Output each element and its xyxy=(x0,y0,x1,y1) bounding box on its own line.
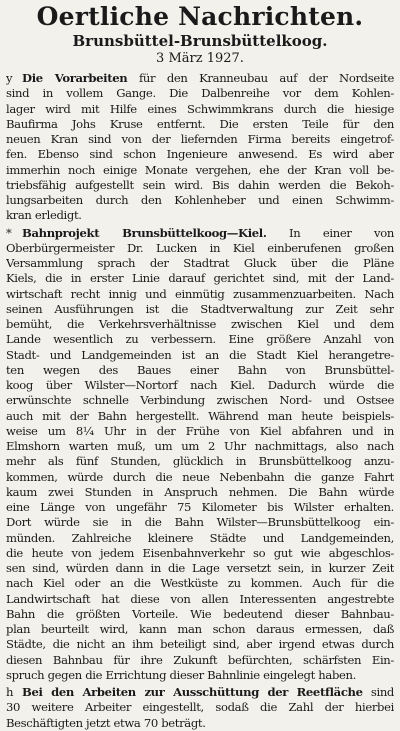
article-line: Kiels, die in erster Linie darauf gerichtet sind, mit der Land- xyxy=(6,271,394,286)
article-headline: Die Vorarbeiten xyxy=(22,71,128,85)
article-line: Bahn die größten Vorteile. Wie bedeutend dieser Bahnbau- xyxy=(6,606,394,621)
section-subtitle: Brunsbüttel-Brunsbüttelkoog. xyxy=(72,32,328,50)
article-line: Landwirtschaft hat diese von allen Interessenten angestrebte xyxy=(6,591,394,606)
article-line: Versammlung sprach der Stadtrat Gluck über die Pläne xyxy=(6,256,394,270)
article-line: mehr als fünf Stunden, glücklich in Brunsbüttelkoog anzu- xyxy=(6,454,394,469)
article-2 xyxy=(6,226,394,684)
article-line: kaum zwei Stunden in Anspruch nehmen. Die Bahn würde xyxy=(6,484,394,499)
page-title: Oertliche Nachrichten. xyxy=(36,2,364,31)
article-first-line-text: für den Kranneubau auf der Nordseite xyxy=(127,71,394,85)
article-line: spruch gegen die Errichtung dieser Bahnlinie eingelegt haben. xyxy=(6,667,356,682)
article-marker: h xyxy=(6,685,14,699)
article-line: ten wegen des Baues einer Bahn von Brunsbüttel- xyxy=(6,362,394,377)
article-line: nach Kiel oder an die Westküste zu kommen. Auch für die xyxy=(6,576,394,591)
article-line: koog über Wilster—Nortorf nach Kiel. Dadurch würde die xyxy=(6,378,394,392)
article-line: Oberbürgermeister Dr. Lucken in Kiel einberufenen großen xyxy=(6,240,394,255)
article-line: münden. Zahlreiche kleinere Städte und Landgemeinden, xyxy=(6,530,394,545)
article-marker: y xyxy=(6,71,13,85)
article-line: Städte, die nicht an ihm beteiligt sind, aber irgend etwas durch xyxy=(6,637,394,652)
article-line: die heute von jedem Eisenbahnverkehr so gut wie abgeschlos- xyxy=(6,545,394,560)
article-line: neuen Kran sind von der liefernden Firma bereits eingetrof- xyxy=(6,132,394,146)
article-line: sen sind, würden dann in die Lage versetzt sein, in kurzer Zeit xyxy=(6,561,394,575)
article-line: kommen, würde durch die neue Nebenbahn die ganze Fahrt xyxy=(6,469,394,484)
article-line: Dort würde sie in die Bahn Wilster—Brunsbüttelkoog ein- xyxy=(6,515,394,530)
articles-column xyxy=(6,71,394,731)
issue-date: 3 März 1927. xyxy=(156,51,244,66)
article-first-line xyxy=(6,226,394,241)
article-line: Lande wesentlich zu verbessern. Eine größere Anzahl von xyxy=(6,332,394,347)
article-line: eine Länge von ungefähr 75 Kilometer bis Wilster erhalten. xyxy=(6,500,394,514)
article-line: Beschäftigten jetzt etwa 70 beträgt. xyxy=(6,715,206,730)
article-line: immerhin noch einige Monate vergehen, ehe der Kran voll be- xyxy=(6,162,394,177)
article-line: weise um 8¼ Uhr in der Frühe von Kiel abfahren und in xyxy=(6,423,394,438)
article-line: fen. Ebenso sind schon Ingenieure anwesend. Es wird aber xyxy=(6,147,394,162)
article-line: auch mit der Bahn hergestellt. Während man heute beispiels- xyxy=(6,408,394,423)
article-1 xyxy=(6,71,394,224)
article-line: 30 weitere Arbeiter eingestellt, sodaß die Zahl der hierbei xyxy=(6,700,394,715)
article-first-line-text: In einer von xyxy=(266,225,394,240)
article-headline: Bahnprojekt Brunsbüttelkoog—Kiel. xyxy=(22,225,267,240)
article-line: bemüht, die Verkehrsverhältnisse zwischen Kiel und dem xyxy=(6,317,394,331)
article-first-line xyxy=(6,71,394,86)
article-line: Elmshorn warten muß, um um 2 Uhr nachmittags, also nach xyxy=(6,439,394,453)
article-line: seinen Ausführungen ist die Stadtverwaltung zur Zeit sehr xyxy=(6,301,394,316)
article-marker: * xyxy=(6,225,12,240)
article-line: kran erledigt. xyxy=(6,208,82,223)
article-3 xyxy=(6,685,394,731)
article-line: lungsarbeiten durch den Kohlenheber und einen Schwimm- xyxy=(6,193,394,207)
article-line: diesen Bahnbau für ihre Zukunft befürchten, schärfsten Ein- xyxy=(6,652,394,667)
article-line: Baufirma Johs Kruse entfernt. Die ersten Teile für den xyxy=(6,116,394,131)
article-first-line xyxy=(6,685,394,700)
article-line: plan beurteilt wird, kann man schon daraus ermessen, daß xyxy=(6,622,394,636)
article-headline: Bei den Arbeiten zur Ausschüttung der Reetfläche xyxy=(22,685,363,699)
article-line: wirtschaft recht innig und einmütig zusammenzuarbeiten. Nach xyxy=(6,286,394,301)
article-first-line-text: sind xyxy=(362,685,394,699)
article-line: triebsfähig aufgestellt sein wird. Bis dahin werden die Bekoh- xyxy=(6,177,394,192)
article-line: Stadt- und Landgemeinden ist an die Stadt Kiel herangetre- xyxy=(6,347,394,362)
article-line: lager wird mit Hilfe eines Schwimmkrans durch die hiesige xyxy=(6,101,394,116)
article-line: sind in vollem Gange. Die Dalbenreihe vor dem Kohlen- xyxy=(6,86,394,101)
article-line: erwünschte schnelle Verbindung zwischen Nord- und Ostsee xyxy=(6,393,394,408)
